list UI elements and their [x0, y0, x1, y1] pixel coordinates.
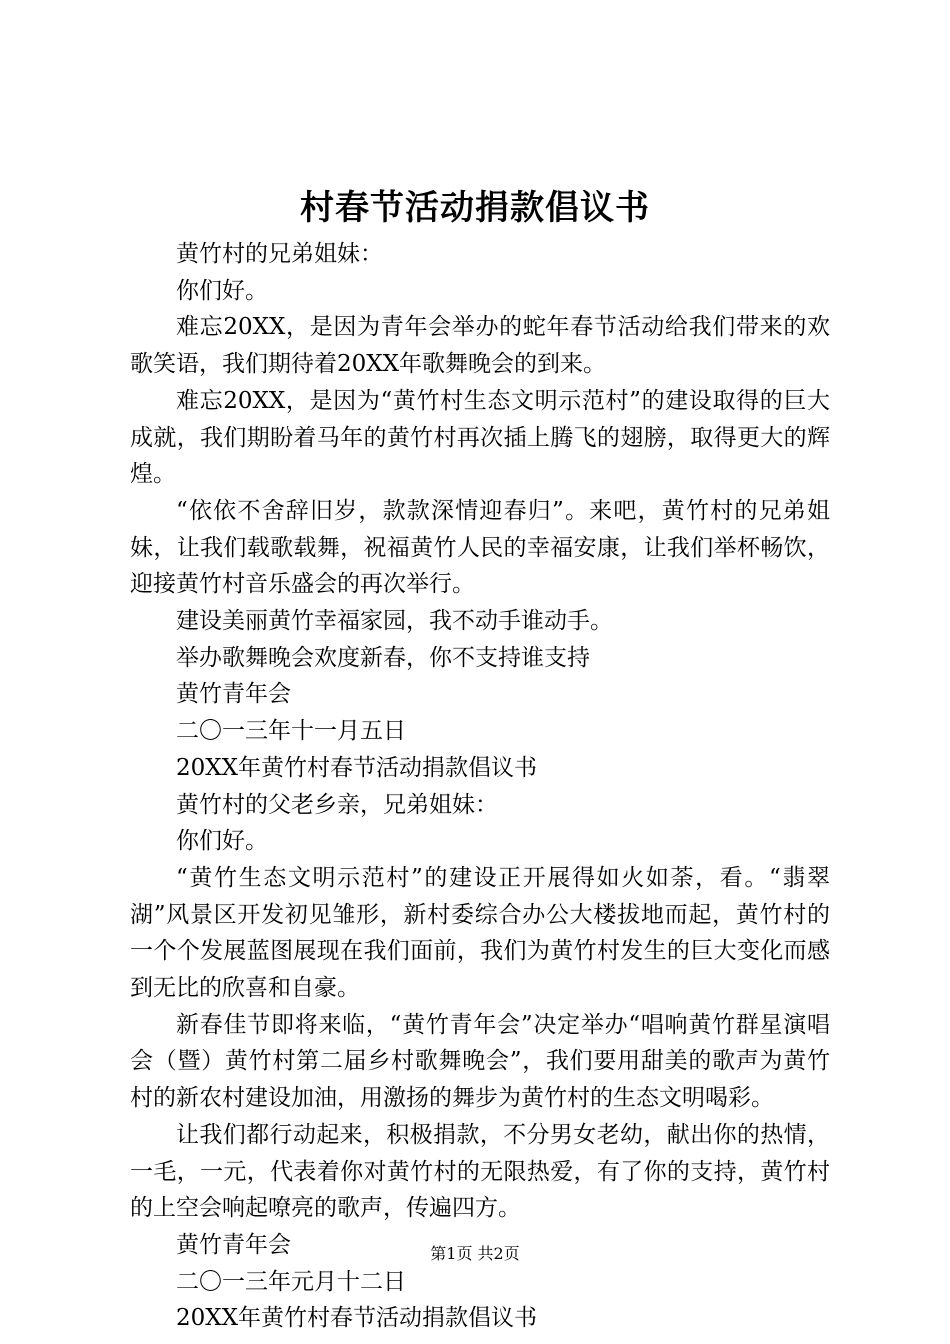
paragraph: 黄竹村的父老乡亲，兄弟姐妹： — [176, 791, 498, 818]
paragraph: 黄竹村的兄弟姐妹： — [176, 241, 383, 267]
section-heading: 20XX年黄竹村春节活动捐款倡议书 — [176, 754, 538, 781]
section-heading: 20XX年黄竹村春节活动捐款倡议书 — [176, 1305, 538, 1332]
document-title: 村春节活动捐款倡议书 — [300, 188, 650, 228]
paragraph: “依依不舍辞旧岁，款款深情迎春归”。来吧，黄竹村的兄弟姐妹，让我们载歌载舞，祝福黄竹人民的幸福安康，让我们举杯畅饮，迎接黄竹村音乐盛会的再次举行。 — [130, 497, 830, 598]
signature-date: 二〇一三年元月十二日 — [176, 1268, 406, 1295]
signature-org: 黄竹青年会 — [176, 1231, 291, 1258]
paragraph: 举办歌舞晚会欢度新春，你不支持谁支持 — [176, 644, 590, 671]
paragraph: 新春佳节即将来临，“黄竹青年会”决定举办“唱响黄竹群星演唱会（暨）黄竹村第二届乡村歌舞晚会”，我们要用甜美的歌声为黄竹村的新农村建设加油，用激扬的舞步为黄竹村的生态文明喝彩。 — [130, 1011, 830, 1112]
paragraph: 让我们都行动起来，积极捐款，不分男女老幼，献出你的热情，一毛，一元，代表着你对黄竹村的无限热爱，有了你的支持，黄竹村的上空会响起嘹亮的歌声，传遍四方。 — [130, 1121, 830, 1222]
paragraph: 难忘20XX，是因为“黄竹村生态文明示范村”的建设取得的巨大成就，我们期盼着马年的黄竹村再次插上腾飞的翅膀，取得更大的辉煌。 — [130, 387, 830, 488]
paragraph: “黄竹生态文明示范村”的建设正开展得如火如荼，看。“翡翠湖”风景区开发初见雏形，新村委综合办公大楼拔地而起，黄竹村的一个个发展蓝图展现在我们面前，我们为黄竹村发生的巨大变化而感到无比的欣喜和自豪。 — [130, 864, 830, 1002]
signature-org: 黄竹青年会 — [176, 681, 291, 708]
signature-date: 二〇一三年十一月五日 — [176, 718, 406, 745]
paragraph: 建设美丽黄竹幸福家园，我不动手谁动手。 — [176, 608, 613, 635]
page-number: 第1页 共2页 — [430, 1244, 520, 1263]
paragraph: 难忘20XX，是因为青年会举办的蛇年春节活动给我们带来的欢歌笑语，我们期待着20XX年歌舞晚会的到来。 — [130, 314, 830, 378]
paragraph: 你们好。 — [176, 828, 268, 855]
document-body — [130, 236, 830, 1337]
paragraph: 你们好。 — [176, 277, 268, 304]
